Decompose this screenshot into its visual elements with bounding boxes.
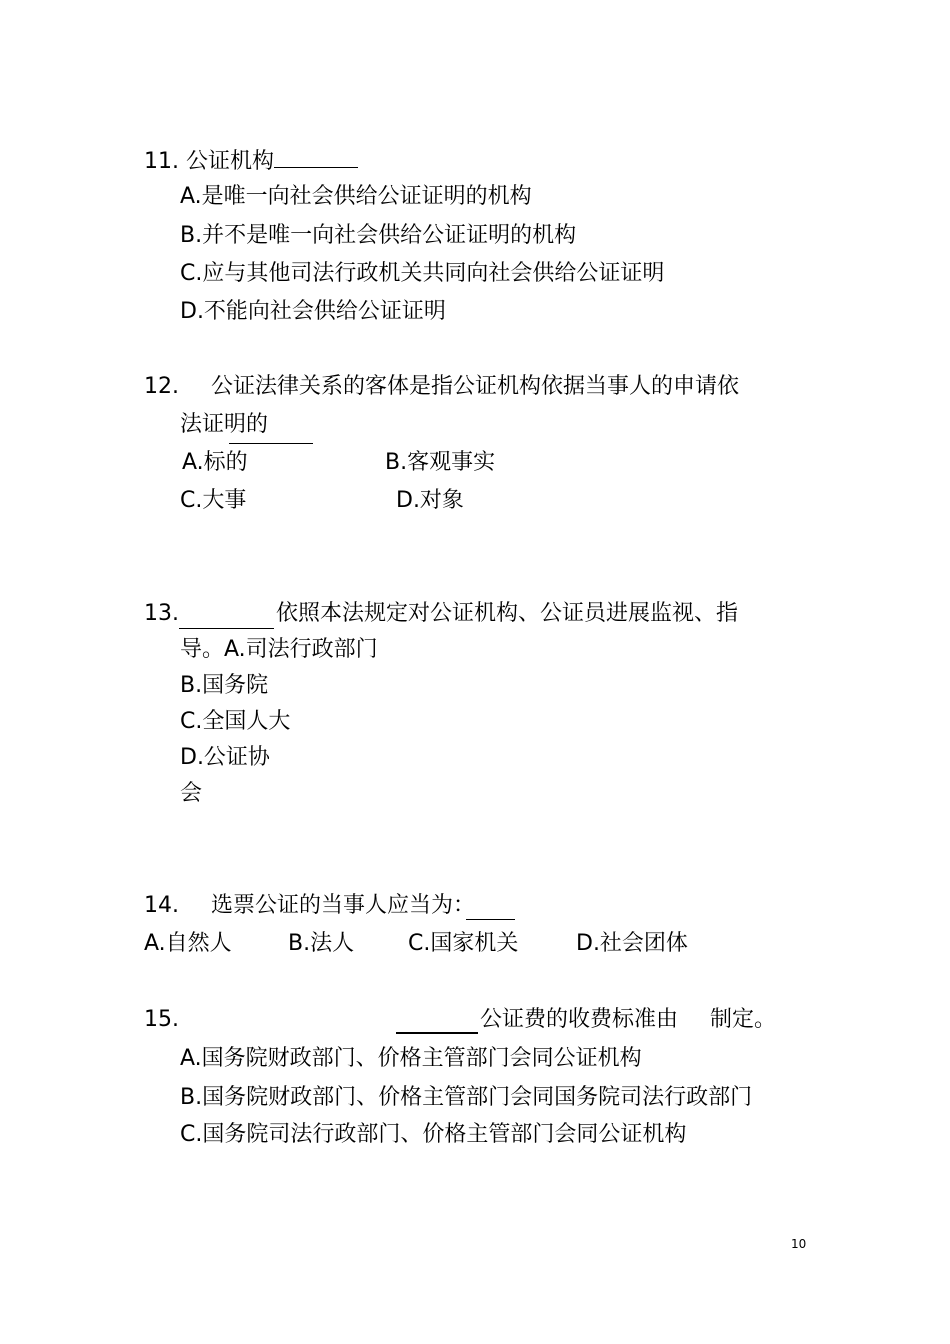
- answer-blank: [229, 443, 313, 444]
- option-a: A.是唯一向社会供给公证证明的机构: [180, 184, 532, 209]
- option-c: C.国家机关: [408, 931, 519, 956]
- option-b: B.国务院财政部门、价格主管部门会同国务院司法行政部门: [180, 1085, 753, 1110]
- question-12-text-line2: 法证明的: [180, 412, 269, 437]
- option-d: D.对象: [396, 488, 464, 513]
- question-11-stem: [144, 145, 358, 175]
- question-12-text-line1: 公证法律关系的客体是指公证机构依据当事人的申请依: [211, 374, 740, 399]
- option-b: B.并不是唯一向社会供给公证证明的机构: [180, 223, 577, 248]
- answer-blank: [466, 919, 515, 920]
- question-13-text-line1: 依照本法规定对公证机构、公证员进展监视、指: [276, 601, 739, 626]
- question-15-text: 公证费的收费标准由: [480, 1007, 679, 1032]
- page-number: 10: [791, 1237, 807, 1251]
- option-c: C.全国人大: [180, 709, 291, 734]
- question-14-number: 14.: [144, 893, 179, 918]
- answer-blank: [179, 628, 274, 629]
- option-d: D.不能向社会供给公证证明: [180, 299, 446, 324]
- option-b: B.客观事实: [385, 450, 496, 475]
- question-15-number: 15.: [144, 1007, 179, 1032]
- question-number: 11.: [144, 149, 179, 174]
- option-c: C.应与其他司法行政机关共同向社会供给公证证明: [180, 261, 665, 286]
- answer-blank: [274, 145, 358, 168]
- answer-blank: [396, 1032, 478, 1034]
- question-13-number: 13.: [144, 601, 179, 626]
- option-a: A.国务院财政部门、价格主管部门会同公证机构: [180, 1046, 642, 1071]
- option-a: A.标的: [182, 450, 248, 475]
- option-c: C.国务院司法行政部门、价格主管部门会同公证机构: [180, 1122, 687, 1147]
- question-12-number: 12.: [144, 374, 179, 399]
- option-d: D.公证协: [180, 745, 270, 770]
- option-d-continuation: 会: [180, 781, 203, 806]
- option-a: A.自然人: [144, 931, 232, 956]
- option-d: D.社会团体: [576, 931, 688, 956]
- option-b: B.国务院: [180, 673, 269, 698]
- question-14-text: 选票公证的当事人应当为：: [211, 893, 476, 918]
- option-c: C.大事: [180, 488, 247, 513]
- question-13-text-line2: 导。A.司法行政部门: [180, 637, 378, 662]
- question-15-text-end: 制定。: [710, 1007, 777, 1032]
- option-b: B.法人: [288, 931, 355, 956]
- question-text: 公证机构: [186, 149, 275, 174]
